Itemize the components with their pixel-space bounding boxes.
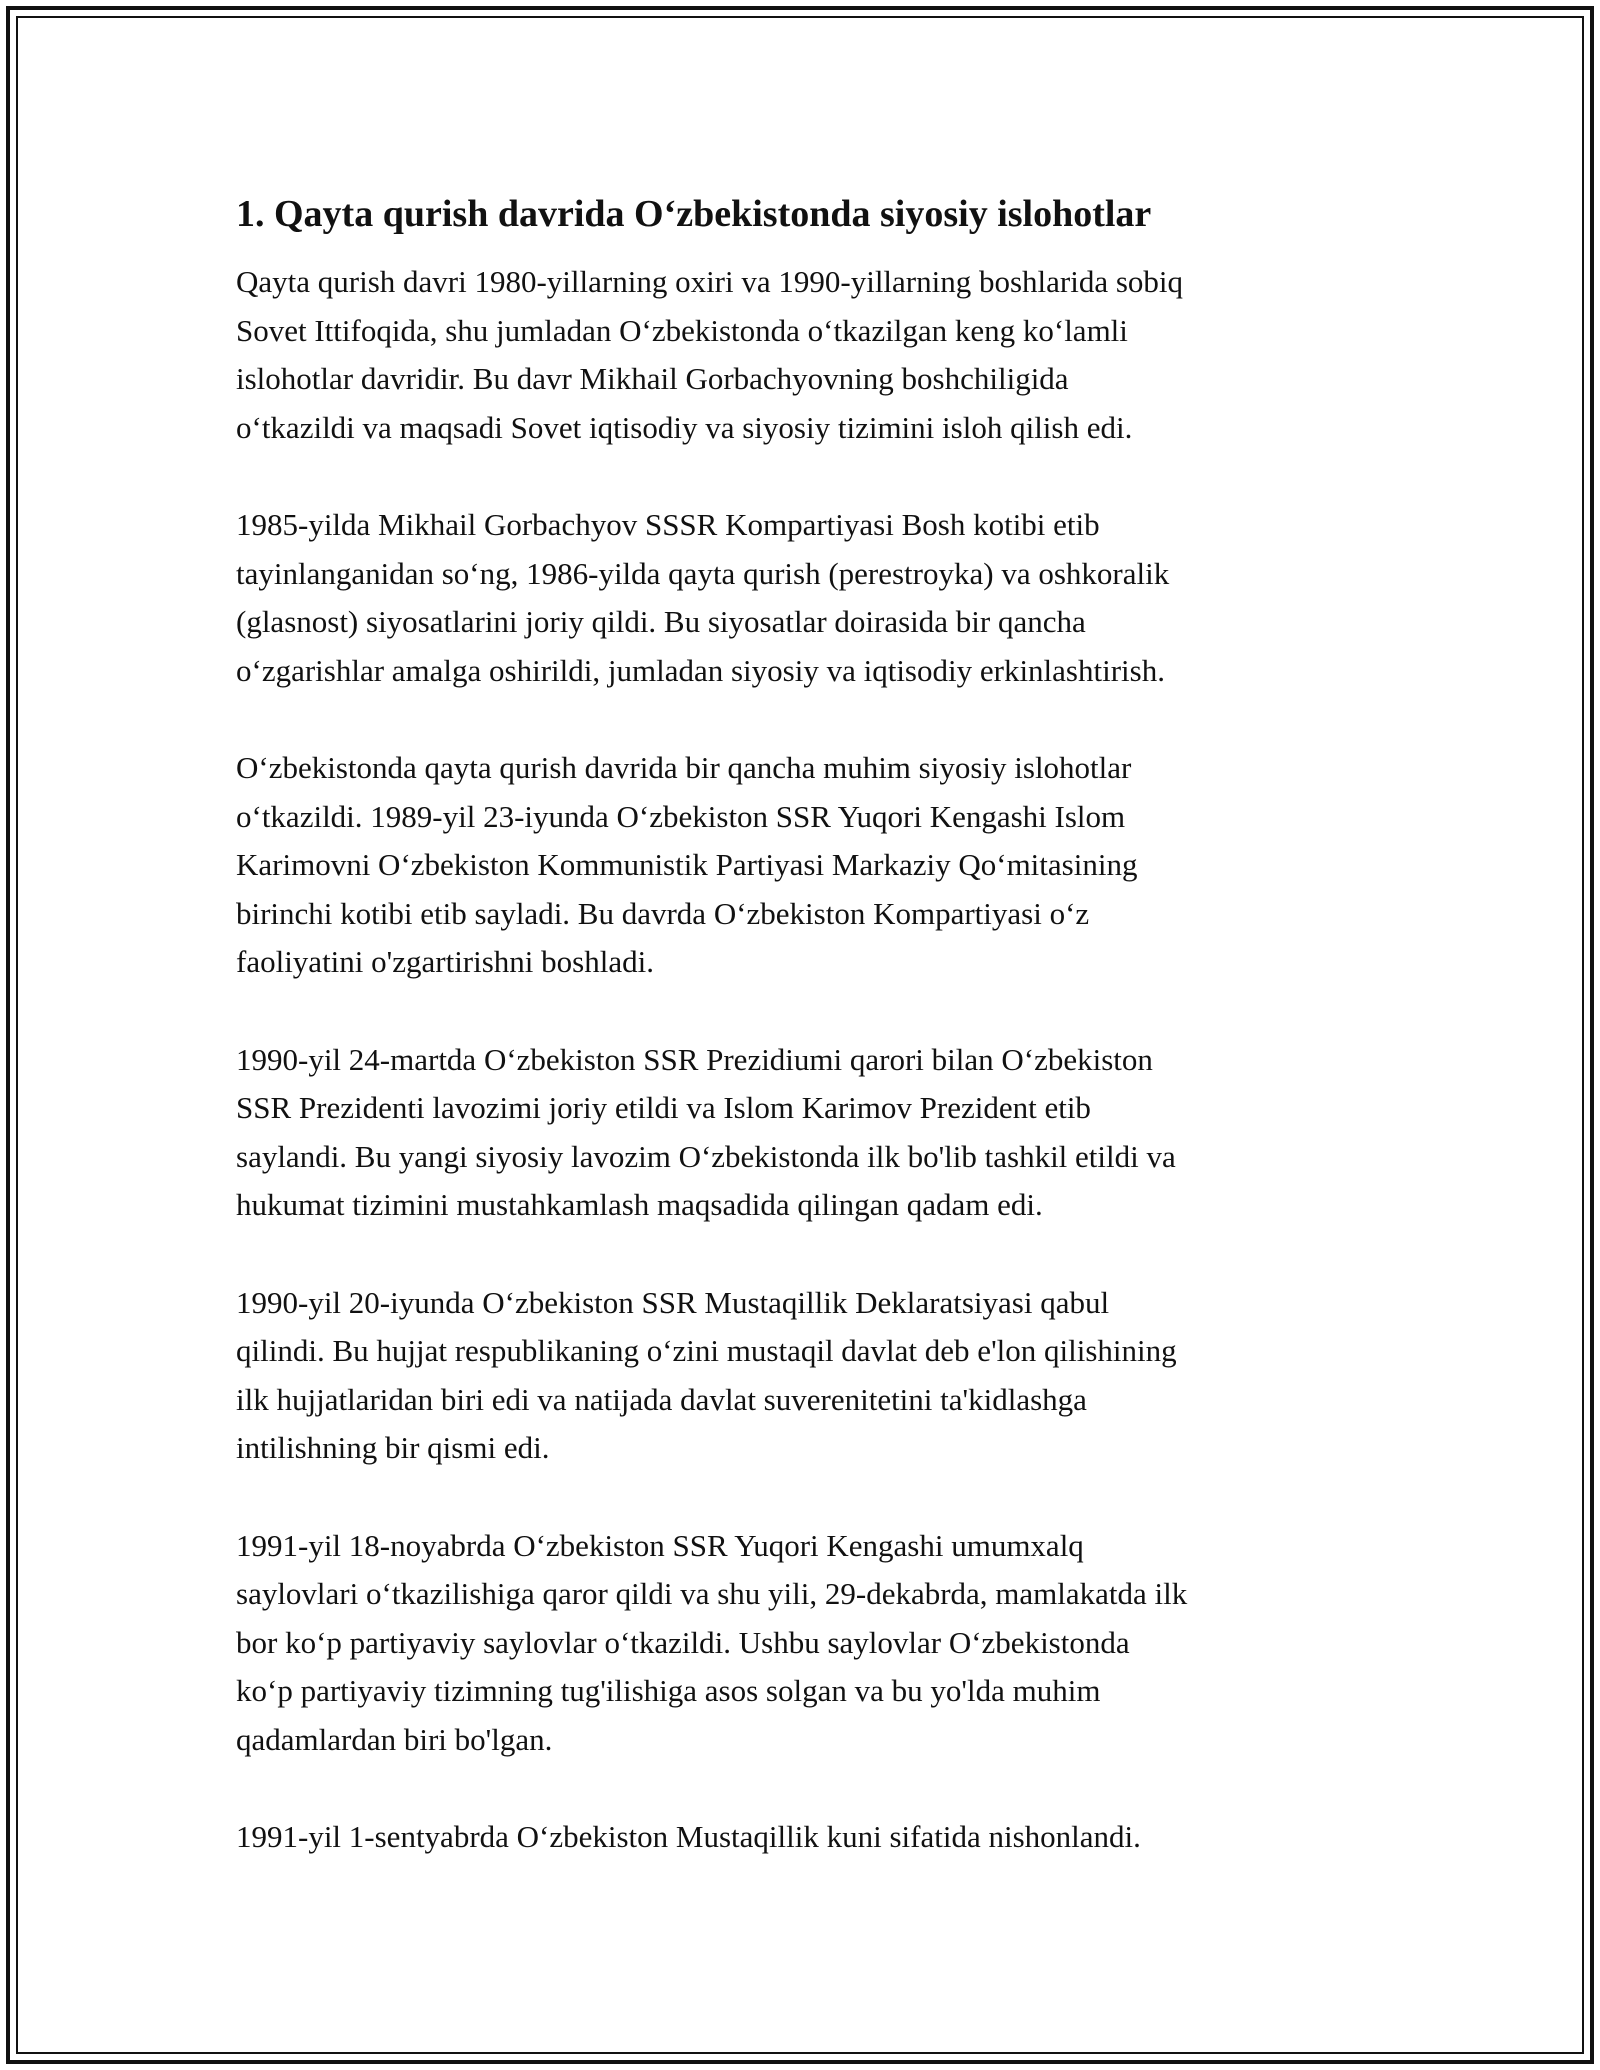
paragraph-independence-day: 1991-yil 1-sentyabrda O‘zbekiston Mustaqillik kuni sifatida nishonlandi. <box>236 1819 1141 1854</box>
paragraph-presidency: 1990-yil 24-martda O‘zbekiston SSR Prezidiumi qarori bilan O‘zbekiston SSR Prezidenti lavozimi joriy etildi va Islom Karimov Prezident etib saylandi. Bu yangi siyosiy lavozim O‘zbekistonda ilk bo'lib tashkil etildi va hukumat tizimini mustahkamlash maqsadida qilingan qadam edi. <box>236 1041 1176 1222</box>
paragraph-gorbachev: 1985-yilda Mikhail Gorbachyov SSSR Kompartiyasi Bosh kotibi etib tayinlanganidan so‘ng, 1986-yilda qayta qurish (perestroyka) va oshkoralik (glasnost) siyosatlarini joriy qildi. Bu siyosatlar doirasida bir qancha o‘zgarishlar amalga oshirildi, jumladan siyosiy va iqtisodiy erkinlashtirish. <box>236 507 1170 688</box>
paragraph-declaration: 1990-yil 20-iyunda O‘zbekiston SSR Mustaqillik Deklaratsiyasi qabul qilindi. Bu hujjat respublikaning o‘zini mustaqil davlat deb e'lon qilishining ilk hujjatlaridan biri edi va natijada davlat suverenitetini ta'kidlashga intilishning bir qismi edi. <box>236 1284 1177 1465</box>
paragraph-uzbek-reforms: O‘zbekistonda qayta qurish davrida bir qancha muhim siyosiy islohotlar o‘tkazildi. 1989-yil 23-iyunda O‘zbekiston SSR Yuqori Kengashi Islom Karimovni O‘zbekiston Kommunistik Partiyasi Markaziy Qo‘mitasining birinchi kotibi etib sayladi. Bu davrda O‘zbekiston Kompartiyasi o‘z faoliyatini o'zgartirishni boshladi. <box>236 750 1138 979</box>
paragraph-intro: Qayta qurish davri 1980-yillarning oxiri va 1990-yillarning boshlarida sobiq Sovet Ittifoqida, shu jumladan O‘zbekistonda o‘tkazilgan keng ko‘lamli islohotlar davridir. Bu davr Mikhail Gorbachyovning boshchiligida o‘tkazildi va maqsadi Sovet iqtisodiy va siyosiy tizimini isloh qilish edi. <box>236 264 1184 445</box>
document-body <box>236 190 1386 1911</box>
document-title: 1. Qayta qurish davrida O‘zbekistonda siyosiy islohotlar <box>236 193 1152 235</box>
paragraph-elections: 1991-yil 18-noyabrda O‘zbekiston SSR Yuqori Kengashi umumxalq saylovlari o‘tkazilishiga qaror qildi va shu yili, 29-dekabrda, mamlakatda ilk bor ko‘p partiyaviy saylovlar o‘tkazildi. Ushbu saylovlar O‘zbekistonda ko‘p partiyaviy tizimning tug'ilishiga asos solgan va bu yo'lda muhim qadamlardan biri bo'lgan. <box>236 1527 1188 1757</box>
